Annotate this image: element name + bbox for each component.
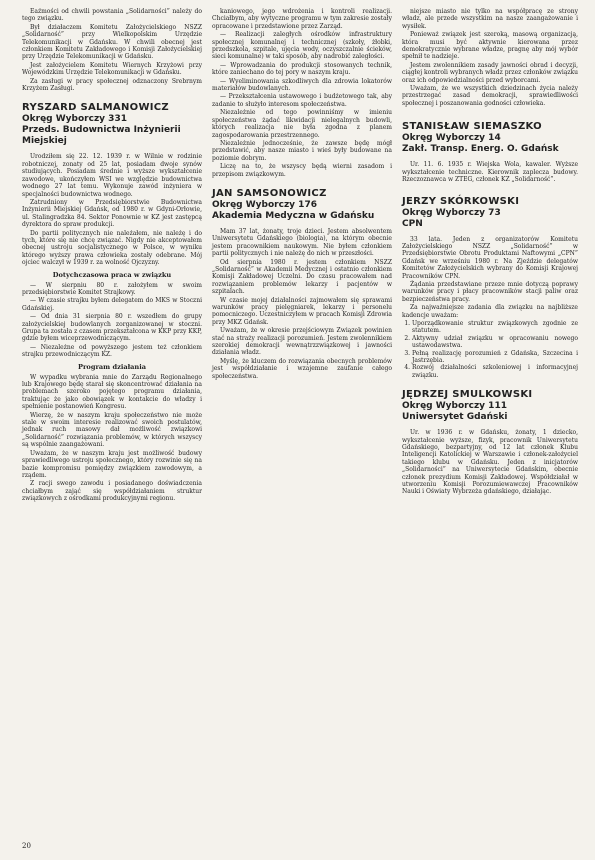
col2-top-paragraph: Liczę na to, że wszyscy będą wierni zasadom i przepisom związkowym. [212,163,392,178]
program-paragraph: W wypadku wybrania mnie do Zarządu Regionalnego lub Krajowego będę starał się skoncentrować działania na problemach szeroko pojętego programu działania, traktując że jako obowiązek w kontakcie do władzy i spełnienie postanowień Kongresu. [22,373,202,411]
column-3 [402,8,578,496]
bio-paragraph: Myślę, że kluczem do rozwiązania obecnych problemów jest współdziałanie i wzajemne zaufanie całego społeczeństwa. [212,357,392,380]
list-item: 1. Uporządkowanie struktur związkowych zgodnie ze statutem. [412,320,578,335]
bio-paragraph: Za najważniejsze zadania dla związku na najbliższe kadencje uważam: [402,304,578,319]
bio-paragraph: Urodziłem się 22. 12. 1939 r. w Wilnie w rodzinie robotniczej, zonaty od 25 lat, posiadam dwoje synów studiujących. Posiadam średnie i wyższe wykształcenie zawodowe, ukończyłem WSI we względzie budownictwa wodnego 27 lat temu. Wykonuje zawód inżyniera w specjalności budownictwa wodnego. [22,153,202,198]
col2-top-block [212,8,392,178]
column-1 [22,8,202,504]
col3-top-paragraph: Uważam, że we wszystkich dziedzinach życia należy przestrzegać zasad demokracji, sprawiedliwości społecznej i poszanowania godności człowieka. [402,85,578,107]
col2-top-paragraph: kaniowego, jego wdrożenia i kontroli realizacji. Chciałbym, aby wytyczne programu w tym zakresie zostały opracowane i przedstawione przez Zarząd. [212,8,392,30]
candidate-header-skorkowski [402,196,578,380]
col2-top-paragraph: — Przekształcenia ustawowego i budżetowego tak, aby zadanie to służyło interesom społeczeństwa. [212,93,392,108]
bio-paragraph: Żądania przedstawiane przeze mnie dotyczą poprawy warunków pracy i płacy pracowników stacji paliw oraz bezpieczeństwa pracy. [402,280,578,303]
col3-top-paragraph: Jestem zwolennikiem zasady jawności obrad i decyzji, ciągłej kontroli wybranych władz przez członków związku oraz ich odpowiedzialności przed wyborcami. [402,61,578,84]
candidate-bio-skorkowski [402,236,578,380]
col2-top-paragraph: — Realizacji zaległych ośrodków infrastruktury społecznej komunalnej i technicznej (szkoły, żłobki, przedszkola, szpitale, ujęcia wody, oczyszczalnie ścieków, sieci komunalne) w taki sposób, aby nadrobić zaległości. [212,31,392,61]
candidate-district: Okręg Wyborczy 176 [212,199,317,210]
candidate-name: JERZY SKÓRKOWSKI [402,195,520,207]
bio-paragraph: Do partii politycznych nie należałem, nie należę i do tych, które się nie chcę związać. Nigdy nie akceptowałem obecnej ustroju socjalistycznego w Polsce, w wyniku którego wyższy prawa człowieka zostały odebrane. Mój ojciec walczył w 1939 r. za wolność Ojczyzny. [22,229,202,267]
bio-paragraph: Mam 37 lat, żonaty, troje dzieci. Jestem absolwentem Uniwersytetu Gdańskiego (biologia), na którym obecnie jestem pracownikiem naukowym. Nie byłem członkiem partii politycznych i nie należę do nich w przeszłości. [212,227,392,258]
bio-paragraph: 33 lata. Jeden z organizatorów Komitetu Założycielskiego NSZZ „Solidarność” w Przedsiębiorstwie Obrotu Produktami Naftowymi „CPN” Gdańsk we wrześniu 1980 r. Na Zjeździe delegatów Komitetów Założycielskich wybrany do Komisji Krajowej Pracowników CPN. [402,235,578,280]
list-item: 4. Rozwój działalności szkoleniowej i informacyjnej związku. [412,364,578,379]
section-paragraph: — W czasie strajku byłem delegatem do MKS w Stoczni Gdańskiej. [22,297,202,312]
list-item: 3. Pełną realizację porozumień z Gdańska, Szczecina i Jastrzębia. [412,350,578,365]
candidate-workplace: Akademia Medyczna w Gdańsku [212,210,375,221]
bio-paragraph: W czasie mojej działalności zajmowałem się sprawami warunków pracy pielęgniarek, lekarzy i personelu pomocniczego. Uczestniczyłem w pracach Komisji Zdrowia przy MKZ Gdańsk. [212,296,392,326]
candidate-name: JAN SAMSONOWICZ [212,187,327,199]
candidate-header-samsonowicz [212,188,392,222]
candidate-name: STANISŁAW SIEMASZKO [402,121,542,133]
program-paragraph: Uważam, że w naszym kraju jest możliwość budowy sprawiedliwego ustroju społecznego, który rozwinie się na bazie kompromisu pomiędzy związkiem zawodowym, a rządem. [22,449,202,479]
col2-top-paragraph: Niezależnie jednocześnie, że zawsze będę mógł przedstawić, aby nasze miasto i wieś były budowane na poziomie dobrym. [212,139,392,162]
program-paragraphs [22,374,202,503]
col1-top-paragraph: Za zasługi w pracy społecznej odznaczony Srebrnym Krzyżem Zasługi. [22,77,202,93]
col3-top-block [402,8,578,107]
candidate-workplace: CPN [402,218,423,229]
candidate-district: Okręg Wyborczy 73 [402,207,501,218]
list-item: 2. Aktywny udział związku w opracowaniu nowego ustawodawstwa. [412,335,578,350]
candidate-workplace: Przeds. Budownictwa Inżynierii Miejskiej [22,125,181,147]
candidate-bio: Ur. w 1936 r. w Gdańsku, żonaty, 1 dziecko, wykształcenie wyższe, fizyk, pracownik Uniwersytetu Gdańskiego, bezpartyjny, od 12 lat członek Klubu Inteligencji Katolickiej w Warszawie i członek-założyciel takiego klubu w Gdańsku. Jeden z inicjatorów „Solidarności” na Uniwersytecie Gdańskim, obecnie członek prezydium Komisji Zakładowej. Współdziałał w utworzeniu Komisji Porozumiewawczej Pracowników Nauki i Oświaty Wybrzeża gdańskiego, działając. [402,429,578,496]
candidate-district: Okręg Wyborczy 14 [402,133,501,144]
col3-top-paragraph: niejsze miasto nie tylko na współpracę ze strony władz, ale przede wszystkim na nasze zaangażowanie i wysiłek. [402,8,578,30]
col1-top-block [22,8,202,92]
section-title: Dotychczasowa praca w związku [52,270,172,279]
priorities-list [402,320,578,379]
candidate-header-smulkowski [402,389,578,496]
section-paragraphs [22,282,202,359]
candidate-bio: Ur. 11. 6. 1935 r. Wiejska Wola, kawaler. Wyższe wykształcenie techniczne. Kierownik zaplecza budowy. Rzeczoznawca w ZTEG, członek KZ „Solidarność”. [402,161,578,184]
candidate-workplace: Uniwersytet Gdański [402,412,508,423]
col3-top-paragraph: Ponieważ związek jest szeroką, masową organizacją, która musi być aktywnie kierowana przez demokratycznie wybrane władze, pragnę aby mój wybór spełnił te nadzieje. [402,31,578,61]
program-title: Program działania [78,362,146,371]
section-paragraph: — Niezależne od powyższego jestem też członkiem strajku przewodniczącym KZ. [22,343,202,359]
candidate-district: Okręg Wyborczy 111 [402,401,507,412]
candidate-workplace: Zakł. Transp. Energ. O. Gdańsk [402,144,559,155]
candidate-header-salmanowicz [22,102,202,147]
col2-top-paragraph: — Wyeliminowania szkodliwych dla zdrowia lokatorów materiałów budowlanych. [212,77,392,93]
candidate-name: JĘDRZEJ SMULKOWSKI [402,389,533,401]
col1-top-paragraph: Jest założycielem Komitetu Wiernych Krzyżowi przy Wojewódzkim Urzędzie Telekomunikacji w Gdańsku. [22,61,202,77]
program-paragraph: Z racji swego zawodu i posiadanego doświadczenia chciałbym zająć się współdziałaniem struktur związkowych z ośrodkami produkcyjnymi regionu. [22,480,202,503]
program-paragraph: Wierzę, że w naszym kraju społeczeństwo nie może stale w swoim interesie realizować swoich postulatów, jednak ruch masowy dał możliwość związkowi „Solidarność” rozwiązania problemów, w których wszyscy są wspólnie zaangażowani. [22,411,202,449]
bio-paragraph: Zatrudniony w Przedsiębiorstwie Budownictwa Inżynierii Miejskiej Gdańsk, od 1980 r. w Gdyni-Orłowie, ul. Stalingradzka 84. Sektor Ponownie w KZ jest zastępcą dyrektora do spraw produkcji. [22,198,202,229]
bio-paragraph: Uważam, że w okresie przejściowym Związek powinien stać na straży realizacji porozumień. Jestem zwolennikiem szerokiej demokracji wewnątrzzwiązkowej i jawności działania władz. [212,327,392,357]
candidate-name: RYSZARD SALMANOWICZ [22,102,169,114]
col2-top-paragraph: Niezależnie od tego powinniśmy w imieniu społeczeństwa żądać likwidacji nielegalnych budowli, których realizacja nie była zgodna z planem zagospodarowania przestrzennego. [212,109,392,139]
candidate-bio-samsonowicz [212,228,392,380]
col1-top-paragraph: Eaźmości od chwili powstania „Solidarności” należy do tego związku. [22,8,202,23]
page-number: 20 [22,842,31,850]
col2-top-paragraph: — Wprowadzania do produkcji stosowanych technik, które zaniechano do tej pory w naszym kraju. [212,61,392,77]
section-paragraph: — Od dnia 31 sierpnia 80 r. wszedłem do grupy założycielskiej budowlanych zorganizowanej w stoczni. Grupa ta została z czasem przekształcona w KKP przy KKP, gdzie byłem wiceprzewodniczącym. [22,313,202,343]
section-paragraph: — W sierpniu 80 r. założyłem w swoim przedsiębiorstwie Komitet Strajkowy. [22,281,202,296]
bio-paragraph: Od sierpnia 1980 r. jestem członkiem NSZZ „Solidarność” w Akademii Medycznej i ostatnio członkiem Komisji Zakładowej Uczelni. Do czasu pracowałem nad rozwiązaniem problemów lekarzy i pacjentów w szpitalach. [212,258,392,296]
column-2 [212,8,392,381]
candidate-district: Okręg Wyborczy 331 [22,114,127,125]
candidate-header-siemaszko [402,121,578,183]
col1-top-paragraph: Był działaczem Komitetu Założycielskiego NSZZ „Solidarność” przy Wielkopolskim Urzędzie Telekomunikacji w Gdańsku. W chwili obecnej jest członkiem Komitetu Zakładowego i Komisji Założycielskiej przy Urzędzie Telekomunikacji w Gdańsku. [22,23,202,61]
candidate-bio-salmanowicz [22,153,202,266]
